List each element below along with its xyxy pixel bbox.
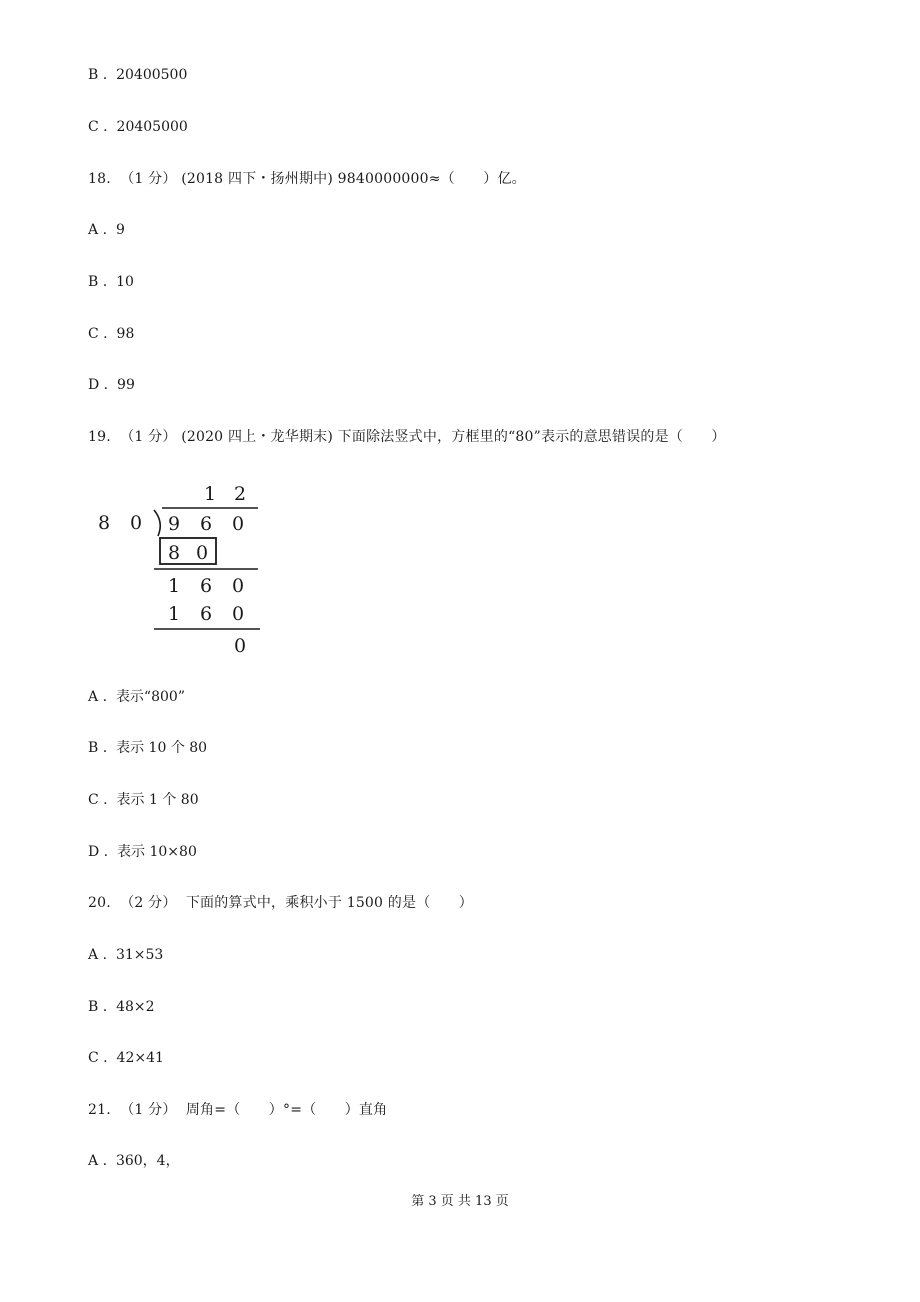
option-text: 9 (115, 222, 125, 238)
dividend-digit: 9 (168, 513, 181, 535)
option-b[interactable]: B . 20400500 (88, 67, 188, 83)
question-number: 21. (88, 1102, 111, 1118)
dividend-digit: 6 (200, 513, 213, 535)
question-19 (88, 428, 726, 446)
option-letter: D (88, 377, 100, 393)
option-a[interactable]: A . 9 (88, 222, 125, 238)
question-stem: 下面除法竖式中，方框里的“80”表示的意思错误的是（ ） (337, 429, 726, 445)
question-number: 19. (88, 429, 111, 445)
option-letter: B (88, 274, 99, 290)
option-letter: C (88, 1050, 99, 1066)
remainder-digit: 0 (232, 575, 245, 597)
question-stem: 9840000000≈（ ）亿。 (337, 171, 526, 187)
option-b[interactable]: B . 10 (88, 274, 134, 290)
option-a[interactable]: A . 31×53 (88, 947, 164, 963)
question-18 (88, 170, 526, 188)
product-digit: 6 (200, 603, 213, 625)
division-bracket (154, 510, 160, 536)
question-score: （1 分） (120, 1102, 177, 1118)
question-source: (2020 四上・龙华期末) (181, 429, 334, 445)
question-number: 18. (88, 171, 111, 187)
remainder-digit: 1 (168, 575, 181, 597)
option-c[interactable]: C . 42×41 (88, 1050, 164, 1066)
option-letter: A (88, 222, 99, 238)
option-letter: D (88, 844, 100, 860)
long-division-figure (88, 478, 268, 658)
question-20 (88, 894, 473, 912)
option-letter: C (88, 119, 99, 135)
quotient-digit: 2 (234, 483, 247, 505)
option-text: 表示 10×80 (117, 844, 197, 860)
option-c[interactable]: C . 表示 1 个 80 (88, 792, 199, 808)
option-letter: C (88, 326, 99, 342)
option-a[interactable]: A . 360，4， (88, 1153, 180, 1169)
question-score: （2 分） (120, 895, 177, 911)
option-text: 表示 10 个 80 (116, 740, 208, 756)
question-score: （1 分） (120, 171, 177, 187)
final-remainder: 0 (234, 635, 247, 657)
question-21 (88, 1101, 387, 1119)
option-letter: A (88, 1153, 99, 1169)
option-text: 360，4， (115, 1153, 180, 1169)
option-text: 表示“800” (115, 689, 185, 705)
option-text: 42×41 (116, 1050, 164, 1066)
product-digit: 8 (168, 542, 181, 564)
option-a[interactable]: A . 表示“800” (88, 689, 185, 705)
dividend-digit: 0 (232, 513, 245, 535)
option-text: 98 (116, 326, 135, 342)
option-b[interactable]: B . 表示 10 个 80 (88, 740, 208, 756)
option-text: 10 (116, 274, 134, 290)
question-source: (2018 四下・扬州期中) (181, 171, 334, 187)
product-digit: 1 (168, 603, 181, 625)
option-text: 20405000 (116, 119, 188, 135)
remainder-digit: 6 (200, 575, 213, 597)
option-text: 20400500 (116, 67, 188, 83)
option-text: 表示 1 个 80 (116, 792, 199, 808)
option-b[interactable]: B . 48×2 (88, 999, 155, 1015)
option-text: 31×53 (115, 947, 164, 963)
page-footer: 第 3 页 共 13 页 (411, 1194, 509, 1209)
quotient-digit: 1 (204, 483, 217, 505)
option-c[interactable]: C . 98 (88, 326, 135, 342)
divisor-digit: 0 (130, 512, 143, 534)
option-letter: B (88, 999, 99, 1015)
option-d[interactable]: D . 表示 10×80 (88, 844, 197, 860)
option-letter: B (88, 67, 99, 83)
option-letter: C (88, 792, 99, 808)
option-letter: B (88, 740, 99, 756)
divisor-digit: 8 (98, 512, 111, 534)
question-number: 20. (88, 895, 111, 911)
option-letter: A (88, 947, 99, 963)
option-text: 48×2 (116, 999, 155, 1015)
option-text: 99 (117, 377, 135, 393)
option-letter: A (88, 689, 99, 705)
product-digit: 0 (196, 542, 209, 564)
product-digit: 0 (232, 603, 245, 625)
option-d[interactable]: D . 99 (88, 377, 135, 393)
question-stem: 下面的算式中，乘积小于 1500 的是（ ） (185, 895, 473, 911)
question-score: （1 分） (120, 429, 177, 445)
option-c[interactable]: C . 20405000 (88, 119, 188, 135)
question-stem: 周角=（ ）°=（ ）直角 (185, 1102, 388, 1118)
